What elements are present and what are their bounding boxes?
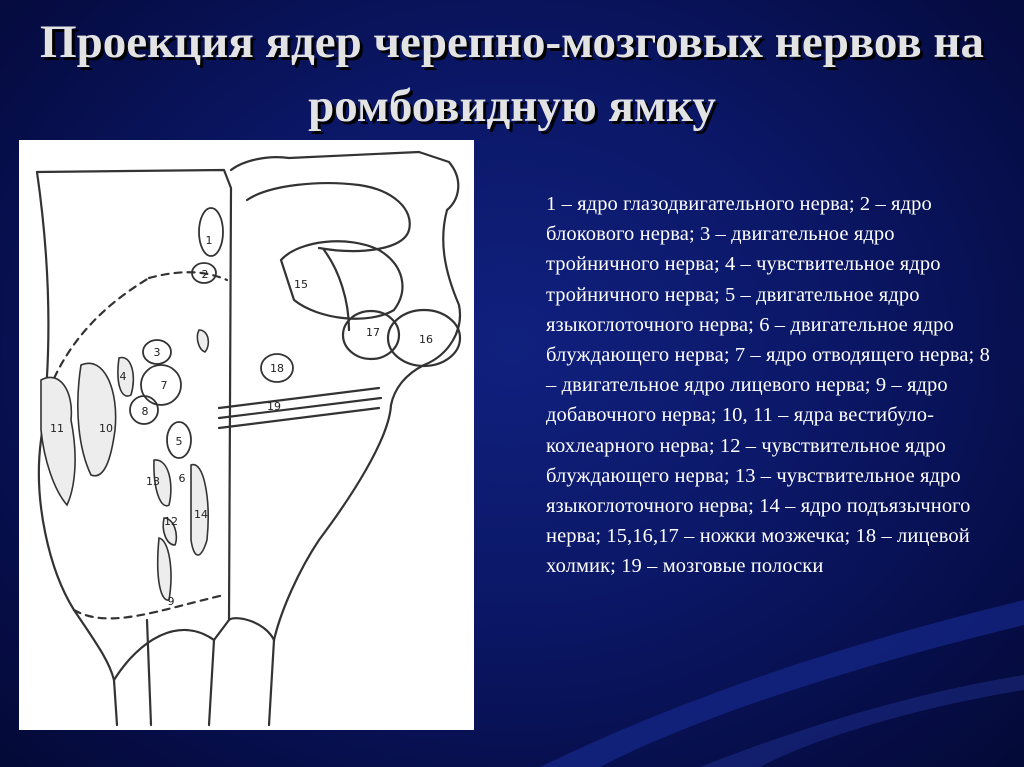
diagram-label-12: 12	[164, 515, 178, 528]
diagram-label-10: 10	[99, 422, 113, 435]
diagram-label-7: 7	[160, 379, 168, 392]
rhomboid-fossa-diagram	[19, 140, 474, 730]
diagram-label-13: 13	[146, 475, 160, 488]
diagram-label-9: 9	[167, 595, 175, 608]
diagram-label-19: 19	[267, 400, 281, 413]
diagram-label-4: 4	[119, 370, 127, 383]
diagram-drawing	[19, 140, 474, 730]
diagram-label-17: 17	[366, 326, 380, 339]
diagram-label-14: 14	[194, 508, 208, 521]
diagram-label-11: 11	[50, 422, 64, 435]
diagram-label-6: 6	[178, 472, 186, 485]
diagram-label-18: 18	[270, 362, 284, 375]
legend-text: 1 – ядро глазодвигательного нерва; 2 – ядро блокового нерва; 3 – двигательное ядро тройничного нерва; 4 – чувствительное ядро тройничного нерва; 5 – двигательное ядро языкоглоточного нерва; 6 – двигательное ядро блуждающего нерва; 7 – ядро отводящего нерва; 8 – двигательное ядро лицевого нерва; 9 – ядро добавочного нерва; 10, 11 – ядра вестибуло-кохлеарного нерва; 12 – чувствительное ядро блуждающего нерва; 13 – чувствительное ядро языкоглоточного нерва; 14 – ядро подъязычного нерва; 15,16,17 – ножки мозжечка; 18 – лицевой холмик; 19 – мозговые полоски	[546, 193, 990, 578]
diagram-label-16: 16	[419, 333, 433, 346]
diagram-label-5: 5	[175, 435, 183, 448]
slide-title: Проекция ядер черепно-мозговых нервов на ромбовидную ямку	[40, 16, 984, 132]
diagram-label-1: 1	[205, 234, 213, 247]
diagram-label-3: 3	[153, 346, 161, 359]
diagram-label-15: 15	[294, 278, 308, 291]
diagram-label-2: 2	[201, 268, 209, 281]
diagram-label-8: 8	[141, 405, 149, 418]
